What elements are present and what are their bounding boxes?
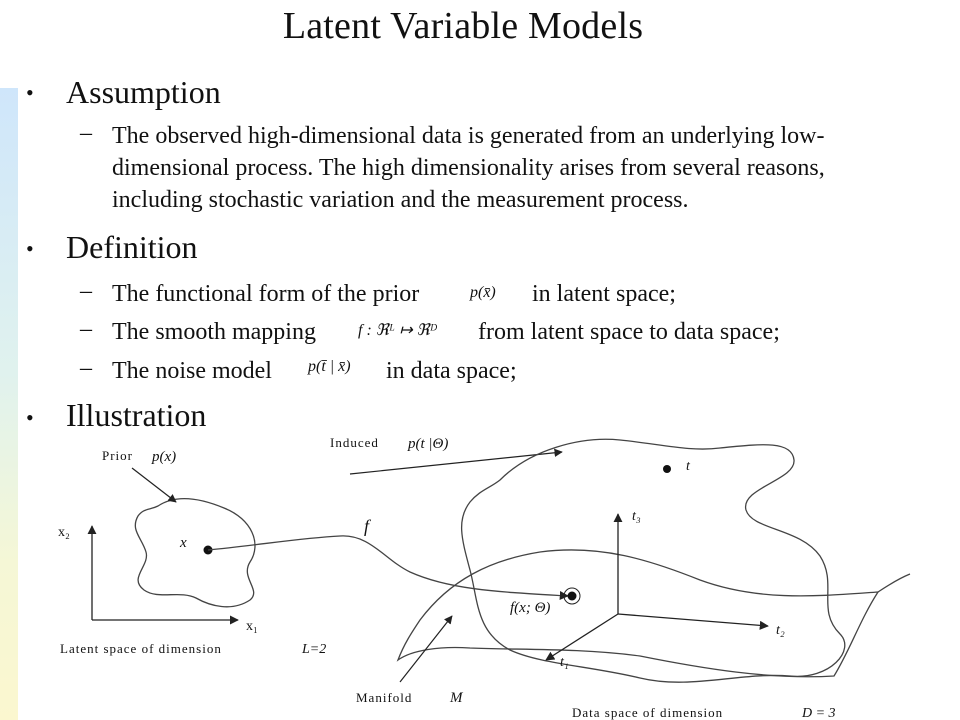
definition-item-1-text: The functional form of the prior (112, 281, 420, 307)
axis-t1-label: t₁ (560, 655, 569, 670)
mapping-label: f (364, 516, 370, 536)
dash-marker: – (80, 355, 92, 381)
manifold-arrow (400, 616, 452, 682)
manifold-symbol: M (450, 690, 463, 706)
definition-item-3-text: The noise model (112, 358, 272, 384)
axis-x1-label: x₁ (246, 619, 258, 634)
slide-title: Latent Variable Models (282, 5, 644, 47)
point-x-label: x (180, 535, 187, 551)
latent-dim: L=2 (302, 642, 327, 657)
data-caption: Data space of dimension (572, 705, 724, 720)
manifold-label: Manifold (356, 690, 413, 705)
axis-t2-label: t₂ (776, 623, 785, 638)
prior-region (135, 499, 255, 607)
point-t-label: t (686, 459, 690, 474)
mapped-point (568, 592, 577, 601)
data-dim: D = 3 (802, 706, 836, 720)
bullet-dot: • (26, 405, 34, 430)
data-point (663, 465, 671, 473)
definition-item-1-tail: in latent space; (532, 281, 676, 307)
bullet-dot: • (26, 236, 34, 261)
prior-label: Prior (102, 448, 133, 463)
mapping-formula: f : ℜᴸ ↦ ℜᴰ (358, 322, 438, 339)
manifold-edge (878, 574, 910, 592)
definition-item-3-tail: in data space; (386, 358, 517, 384)
dash-marker: – (80, 120, 92, 146)
bullet-dot: • (26, 80, 34, 105)
dash-marker: – (80, 316, 92, 342)
prior-formula-label: p(x) (152, 449, 177, 465)
mapping-curve (208, 536, 568, 596)
noise-formula: p(t̄ | x̄) (308, 358, 351, 375)
prior-formula: p(x̄) (470, 284, 496, 301)
illustration-heading: Illustration (66, 397, 207, 433)
mapped-point-label: f(x; Θ) (510, 600, 551, 616)
induced-density-region (462, 439, 845, 682)
assumption-line-1: The observed high-dimensional data is generated from an underlying low- (112, 123, 825, 149)
induced-arrow (350, 452, 562, 474)
data-axes (546, 514, 768, 660)
axis-t3-label: t₃ (632, 509, 641, 524)
definition-item-2-text: The smooth mapping (112, 319, 316, 345)
dash-marker: – (80, 278, 92, 304)
induced-formula-label: p(t |Θ) (408, 436, 449, 452)
assumption-line-2: dimensional process. The high dimensionality arises from several reasons, (112, 155, 825, 181)
axis-x2-label: x₂ (58, 525, 70, 540)
assumption-line-3: including stochastic variation and the measurement process. (112, 187, 689, 213)
latent-caption: Latent space of dimension (60, 641, 222, 656)
definition-item-2-tail: from latent space to data space; (478, 319, 780, 345)
induced-label: Induced (330, 435, 379, 450)
assumption-heading: Assumption (66, 74, 221, 110)
prior-arrow (132, 468, 176, 502)
definition-heading: Definition (66, 229, 198, 265)
